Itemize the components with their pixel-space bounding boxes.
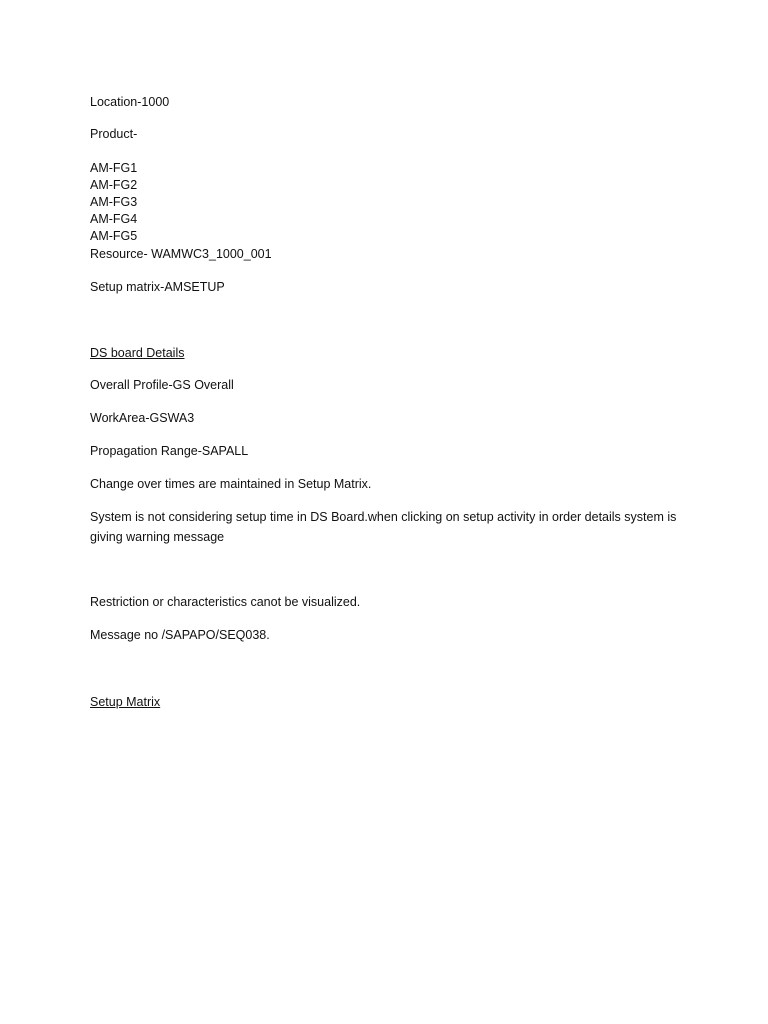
setup-matrix-text: Setup matrix-AMSETUP	[90, 280, 225, 294]
ds-board-heading: DS board Details	[90, 346, 185, 360]
issue-paragraph: System is not considering setup time in DS Board.when clicking on setup activity in order details system is giving warning message	[90, 510, 677, 544]
changeover-note: Change over times are maintained in Setup Matrix.	[90, 477, 372, 491]
product-item-4: AM-FG4	[90, 212, 138, 226]
propagation-range-text: Propagation Range-SAPALL	[90, 444, 249, 458]
product-item-1: AM-FG1	[90, 161, 138, 175]
setup-matrix-heading: Setup Matrix	[90, 695, 161, 709]
product-item-2: AM-FG2	[90, 178, 138, 192]
product-label: Product-	[90, 127, 138, 141]
restriction-note: Restriction or characteristics canot be visualized.	[90, 595, 361, 609]
product-item-3: AM-FG3	[90, 195, 138, 209]
location-text: Location-1000	[90, 95, 170, 109]
message-number: Message no /SAPAPO/SEQ038.	[90, 628, 270, 642]
resource-text: Resource- WAMWC3_1000_001	[90, 247, 272, 261]
product-item-5: AM-FG5	[90, 229, 138, 243]
overall-profile-text: Overall Profile-GS Overall	[90, 378, 234, 392]
work-area-text: WorkArea-GSWA3	[90, 411, 195, 425]
